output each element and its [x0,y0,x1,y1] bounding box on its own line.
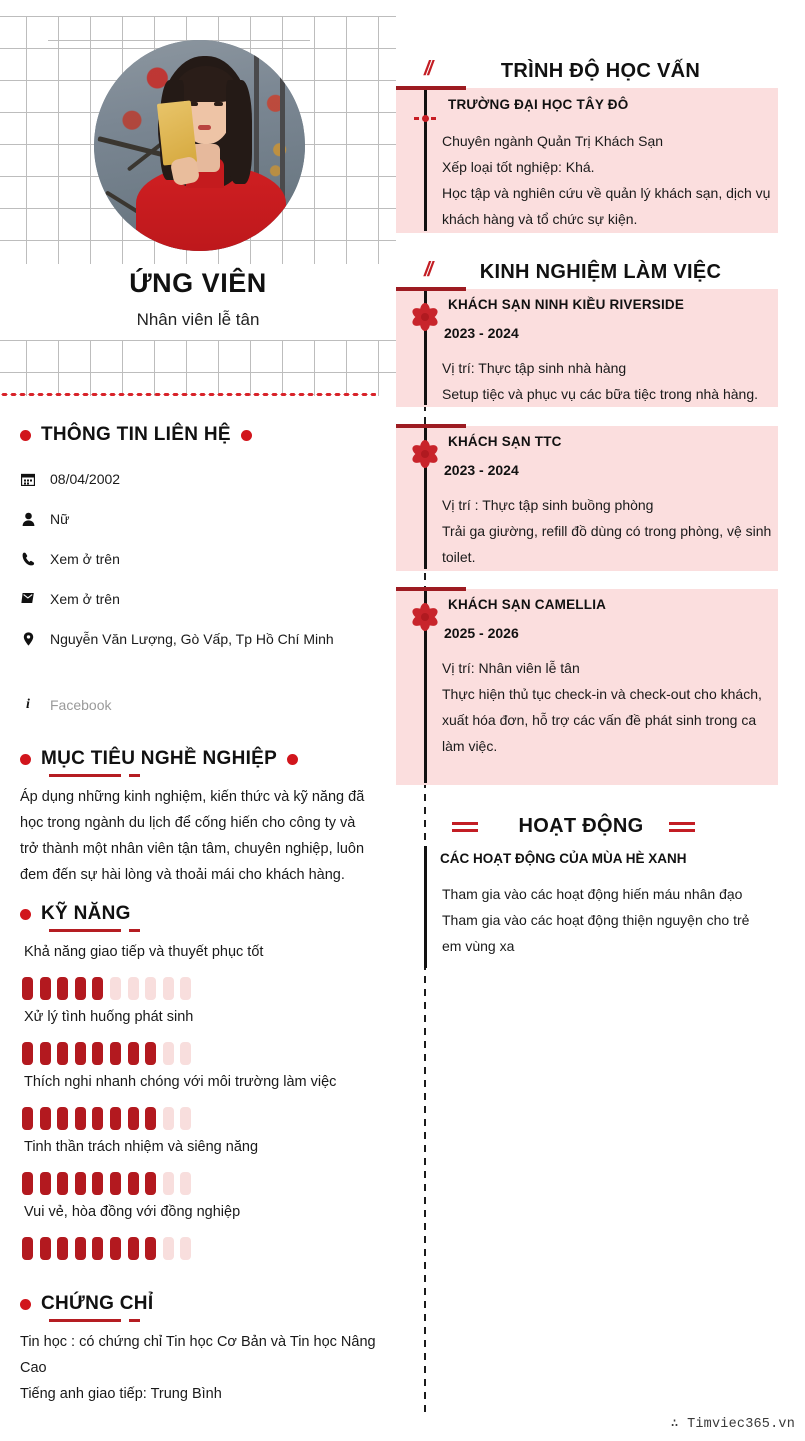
bullet-dot-icon [20,430,31,441]
education-line: Học tập và nghiên cứu về quản lý khách sạn, dịch vụ khách hàng và tổ chức sự kiện. [442,185,771,227]
contact-heading [20,424,252,446]
right-column [396,0,805,1441]
skill-segment [110,1042,121,1065]
skill-segment [40,1237,51,1260]
skill-segment [92,1237,103,1260]
bullet-dot-icon [20,1299,31,1310]
skill-segment [180,977,191,1000]
avatar [94,40,305,251]
skill-segment [22,1237,33,1260]
contact-item-facebook[interactable] [20,694,111,716]
grid-background-strip [0,340,396,396]
calendar-icon [20,468,36,486]
certificates-heading-text: CHỨNG CHỈ [41,1293,154,1314]
skill-segment [163,1107,174,1130]
experience-line: Thực hiện thủ tục check-in và check-out cho khách, xuất hóa đơn, hỗ trợ các vấn đề phát sinh trong ca làm việc. [442,686,762,754]
skill-segment [163,977,174,1000]
photo-mouth [198,125,211,130]
skill-segment [22,1172,33,1195]
activity-line: Tham gia vào các hoạt động hiến máu nhân đạo [442,886,743,902]
skill-segment [22,1107,33,1130]
skill-segment [163,1237,174,1260]
activities-timeline [424,846,427,968]
certificates-heading [20,1293,153,1315]
contact-value: Xem ở trên [50,591,120,607]
experience-company: KHÁCH SẠN CAMELLIA [448,597,607,612]
experience-company: KHÁCH SẠN NINH KIỀU RIVERSIDE [448,297,685,312]
skill-segment [128,1172,139,1195]
education-heading: TRÌNH ĐỘ HỌC VẤN [500,60,701,82]
skill-segment [92,977,103,1000]
skill-segment [75,977,86,1000]
objective-text: Áp dụng những kinh nghiệm, kiến thức và kỹ năng đã học trong ngành du lịch để cống hiến cho công ty và trở thành một nhân viên tận tâm, chuyên nghiệp, luôn đem đến sự hài lòng và thoải mái cho khách hàng. [20,789,365,883]
experience-line: Vị trí: Nhân viên lễ tân [442,660,580,676]
skill-segment [163,1172,174,1195]
contact-item-gender [20,508,69,530]
phone-icon [20,548,36,566]
education-line: Chuyên ngành Quản Trị Khách Sạn [442,133,664,149]
dotted-divider [0,392,376,397]
bullet-dot-icon [241,430,252,441]
skill-segment [92,1107,103,1130]
skill-segment [145,1107,156,1130]
experience-period: 2023 - 2024 [444,462,519,478]
skill-label: Vui vẻ, hòa đồng với đồng nghiệp [24,1204,241,1220]
skill-segment [180,1237,191,1260]
skill-segment [92,1172,103,1195]
skill-segment [75,1172,86,1195]
objective-heading [20,748,298,770]
left-column [0,0,396,1441]
education-line: Xếp loại tốt nghiệp: Khá. [442,159,595,175]
skill-segment [40,1107,51,1130]
photo-hair-right [226,80,252,184]
skill-segment [57,1107,68,1130]
skill-rating-bar [22,1172,191,1195]
contact-value: Xem ở trên [50,551,120,567]
skill-label: Thích nghi nhanh chóng với môi trường làm việc [24,1074,337,1090]
info-icon: i [26,697,30,712]
skill-rating-bar [22,977,191,1000]
experience-line: Vị trí: Thực tập sinh nhà hàng [442,360,627,376]
contact-item-email [20,588,120,610]
slash-decor-icon: // [424,58,432,80]
watermark: ∴ Timviec365.vn [670,1417,795,1432]
skill-segment [145,977,156,1000]
skill-segment [128,977,139,1000]
skill-segment [180,1172,191,1195]
person-icon [20,508,36,526]
experience-details [442,492,772,570]
skill-segment [57,1042,68,1065]
activities-details [442,881,772,959]
skill-rating-bar [22,1107,191,1130]
skill-segment [128,1107,139,1130]
experience-topline [396,424,466,428]
candidate-name: ỨNG VIÊN [129,268,267,298]
skills-heading [20,903,131,925]
experience-details [442,355,772,407]
contact-item-address [20,628,334,650]
contact-item-phone [20,548,120,570]
skill-segment [145,1172,156,1195]
slash-decor-icon: // [424,259,432,281]
skill-rating-bar [22,1237,191,1260]
skill-segment [57,1237,68,1260]
skill-segment [75,1237,86,1260]
envelope-icon [20,588,36,604]
skill-segment [128,1042,139,1065]
activity-line: Tham gia vào các hoạt động thiện nguyện cho trẻ em vùng xa [442,912,750,954]
location-pin-icon [20,628,36,646]
experience-company: KHÁCH SẠN TTC [448,434,562,449]
bullet-dot-icon [20,754,31,765]
education-details [442,128,772,232]
skill-segment [75,1042,86,1065]
experience-period: 2023 - 2024 [444,325,519,341]
candidate-job-title: Nhân viên lễ tân [136,310,260,329]
skill-segment [180,1042,191,1065]
experience-period: 2025 - 2026 [444,625,519,641]
experience-topline [396,287,466,291]
skill-segment [40,1172,51,1195]
contact-value: 08/04/2002 [50,471,121,487]
education-timeline-dot-icon [417,110,434,127]
education-topline [396,86,466,90]
activities-heading: HOẠT ĐỘNG [518,815,644,837]
skill-segment [180,1107,191,1130]
skill-segment [57,1172,68,1195]
experience-heading: KINH NGHIỆM LÀM VIỆC [479,261,722,283]
activities-subtitle: CÁC HOẠT ĐỘNG CỦA MÙA HÈ XANH [440,851,687,866]
objective-heading-text: MỤC TIÊU NGHỀ NGHIỆP [41,748,278,769]
skill-segment [128,1237,139,1260]
skill-segment [145,1042,156,1065]
skill-segment [57,977,68,1000]
experience-topline [396,587,466,591]
contact-value: Nguyễn Văn Lượng, Gò Vấp, Tp Hồ Chí Minh [50,631,334,647]
skill-segment [110,977,121,1000]
experience-details [442,655,772,759]
experience-line: Setup tiệc và phục vụ các bữa tiệc trong nhà hàng. [442,386,759,402]
skill-segment [40,1042,51,1065]
skill-segment [110,1172,121,1195]
flower-icon [410,602,440,632]
photo-eye [214,102,223,106]
skill-label: Xử lý tình huống phát sinh [24,1009,194,1025]
flower-icon [410,302,440,332]
skill-label: Tinh thần trách nhiệm và siêng năng [24,1139,259,1155]
skill-label: Khả năng giao tiếp và thuyết phục tốt [24,944,264,960]
flower-icon [410,439,440,469]
experience-line: Vị trí : Thực tập sinh buồng phòng [442,497,654,513]
contact-heading-text: THÔNG TIN LIÊN HỆ [41,424,231,445]
bullet-dot-icon [287,754,298,765]
skill-segment [92,1042,103,1065]
skill-segment [145,1237,156,1260]
skill-segment [75,1107,86,1130]
contact-value[interactable]: Facebook [50,697,112,713]
contact-value: Nữ [50,511,70,527]
skill-rating-bar [22,1042,191,1065]
certificate-line: Tin học : có chứng chỉ Tin học Cơ Bản và Tin học Nâng Cao [20,1334,376,1376]
skills-heading-text: KỸ NĂNG [41,903,131,924]
skill-segment [110,1107,121,1130]
skill-segment [22,1042,33,1065]
photo-card [157,100,197,165]
education-school: TRƯỜNG ĐẠI HỌC TÂY ĐÔ [448,97,629,112]
skill-segment [110,1237,121,1260]
bullet-dot-icon [20,909,31,920]
skill-segment [22,977,33,1000]
certificate-line: Tiếng anh giao tiếp: Trung Bình [20,1386,222,1402]
skill-segment [163,1042,174,1065]
experience-line: Trải ga giường, refill đồ dùng có trong phòng, vệ sinh toilet. [442,523,772,565]
contact-item-birthday [20,468,120,490]
skill-segment [40,977,51,1000]
